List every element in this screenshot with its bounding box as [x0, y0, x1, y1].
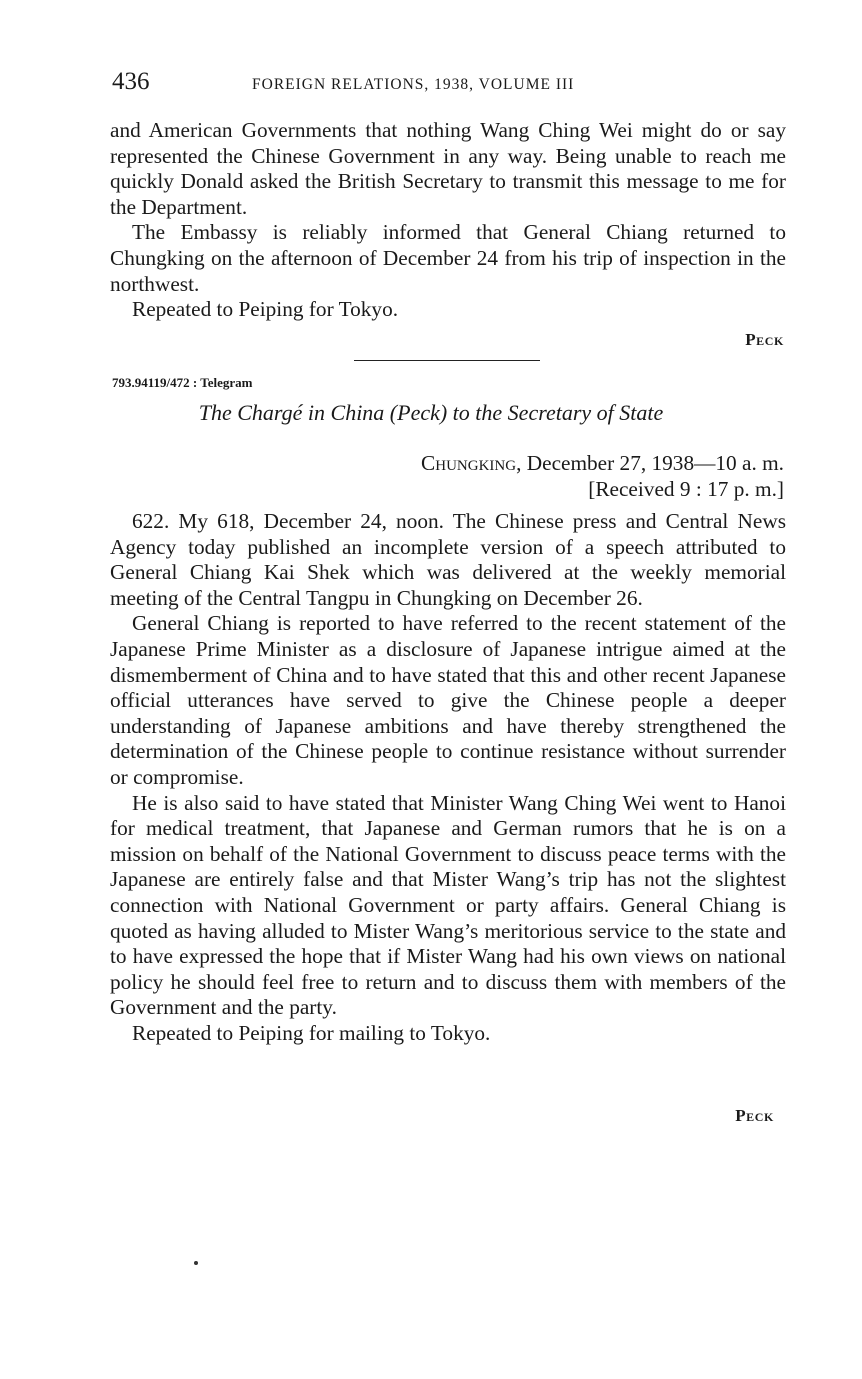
ink-speck [194, 1261, 198, 1265]
paragraph: General Chiang is reported to have referred to the recent statement of the Japanese Prime Minister as a disclosure of Japanese intrigue aimed at the dismemberment of China and to have stated that this and other recent Japanese official utterances have served to give the Chinese people a deeper understanding of Japanese ambitions and have thereby strengthened the determination of the Chinese people to continue resistance without surrender or compromise. [110, 611, 786, 789]
running-head: FOREIGN RELATIONS, 1938, VOLUME III [252, 76, 575, 93]
paragraph: Repeated to Peiping for mailing to Tokyo. [132, 1020, 491, 1045]
section-divider [354, 360, 540, 361]
dateline [421, 451, 784, 502]
previous-document-text [110, 118, 786, 323]
paragraph: and American Governments that nothing Wang Ching Wei might do or say represented the Chinese Government in any way. Being unable to reach me quickly Donald asked the British Secretary to transmit this message to me for the Department. [110, 118, 786, 219]
paragraph: Repeated to Peiping for Tokyo. [132, 297, 399, 322]
paragraph: He is also said to have stated that Minister Wang Ching Wei went to Hanoi for medical treatment, that Japanese and German rumors that he is on a mission on behalf of the National Government to discuss peace terms with the Japanese are entirely false and that Mister Wang’s trip has not the slightest connection with National Government or party affairs. General Chiang is quoted as having alluded to Mister Wang’s meritorious service to the state and to have expressed the hope that if Mister Wang had his own views on national policy he should feel free to return and to discuss them with members of the Government and the party. [110, 790, 786, 1020]
document-title: The Chargé in China (Peck) to the Secretary of State [198, 400, 664, 425]
dateline-date: December 27, 1938—10 a. m. [521, 451, 784, 475]
dateline-received: [Received 9 : 17 p. m.] [588, 476, 784, 501]
signature: Peck [745, 330, 784, 349]
dateline-sent [421, 451, 784, 477]
page-header [112, 68, 786, 102]
paragraph: The Embassy is reliably informed that General Chiang returned to Chungking on the afternoon of December 24 from his trip of inspection in the northwest. [110, 220, 786, 296]
paragraph: 622. My 618, December 24, noon. The Chinese press and Central News Agency today published an incomplete version of a speech attributed to General Chiang Kai Shek which was delivered at the weekly memorial meeting of the Central Tangpu in Chungking on December 26. [110, 509, 786, 610]
telegram-text [110, 509, 786, 1046]
file-number: 793.94119/472 : Telegram [112, 375, 253, 390]
signature: Peck [735, 1106, 774, 1125]
dateline-place: Chungking, [421, 451, 522, 475]
page-number: 436 [112, 68, 150, 95]
